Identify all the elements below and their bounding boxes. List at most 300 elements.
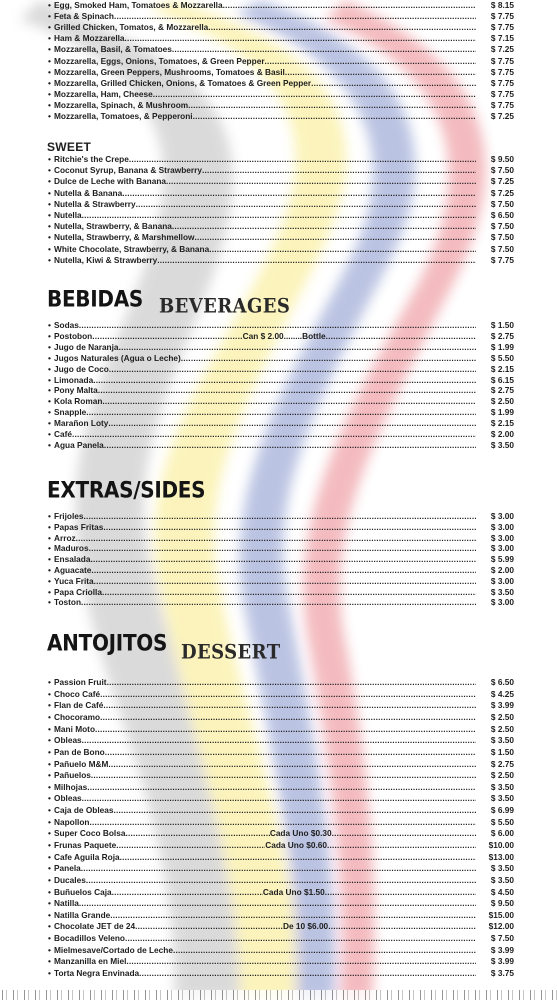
menu-item-price: $ 2.50 [490,396,514,407]
menu-item-row [48,418,514,429]
dot-leader [93,375,476,386]
menu-item-name: Ensalada [54,554,91,565]
dot-leader [95,724,476,735]
menu-item-row [48,793,514,804]
menu-item-price: $ 5.50 [490,352,514,363]
bullet-icon: • [48,165,51,176]
bullet-icon: • [48,33,51,44]
dot-leader [285,67,476,78]
bullet-icon: • [48,933,51,944]
menu-item-name: Nutella, Kiwi & Strawberry [54,254,158,265]
section-title-english: DESSERT [181,640,281,665]
menu-item-row [48,887,514,898]
menu-item-row [48,910,514,921]
menu-item-price: $ 3.00 [490,532,514,543]
menu-item-row [48,33,514,44]
bullet-icon: • [48,511,51,521]
dot-leader [157,255,476,266]
menu-item-name: Sodas [54,320,79,330]
bullet-icon: • [48,44,51,55]
bullet-icon: • [48,781,51,792]
menu-item-name: Natilla Grande [54,909,111,920]
menu-item-name: Chocolate JET de 24 [54,921,136,932]
menu-item-name: Mozzarella, Ham, Cheese [54,88,153,99]
dot-leader [103,700,476,711]
menu-item-row [48,56,514,67]
menu-item-name: Dulce de Leche with Banana [54,176,167,187]
menu-item-row [48,407,514,418]
menu-item-price: $ 7.50 [490,165,514,176]
menu-item-row [48,817,514,828]
menu-item-price: $ 7.25 [490,111,514,121]
bullet-icon: • [48,66,51,77]
menu-item-row [48,968,514,979]
dot-leader [194,232,476,243]
menu-item-row [48,89,514,100]
bullet-icon: • [48,0,51,10]
dot-leader [90,817,477,828]
menu-item-name: Papas Fritas [54,521,104,532]
menu-item-name: Jugo de Coco [54,363,109,374]
dot-leader [125,933,476,944]
menu-item-row [48,353,514,364]
menu-item-row [48,78,514,89]
menu-item-row [48,587,514,598]
menu-item-price: $ 2.75 [490,758,514,769]
menu-item-price: $ 3.00 [490,511,514,521]
dot-leader [172,221,476,232]
menu-item-name: Mozzarella, Tomatoes, & Pepperoni [54,111,193,121]
bullet-icon: • [48,723,51,734]
bullet-icon: • [48,597,51,608]
menu-item-row [48,933,514,944]
menu-item-price: $ 1.99 [490,407,514,418]
menu-item-note: Can $ 2.00........Bottle [242,330,326,341]
menu-item-row [48,44,514,55]
dot-leader [188,100,476,111]
dot-leader [209,244,476,255]
menu-item-name: Nutella, Strawberry, & Banana [54,221,172,232]
menu-item-price: $ 3.00 [490,543,514,554]
dot-leader [120,852,476,863]
menu-item-price: $ 3.99 [490,956,514,967]
menu-item-price: $ 7.50 [490,243,514,254]
menu-item-name: Toston [54,597,82,608]
menu-item-row [48,921,514,932]
dot-leader [327,840,476,851]
menu-item-row [48,875,514,886]
menu-item-name: Postobon [54,330,93,341]
dot-leader [135,921,283,932]
bullet-icon: • [48,77,51,88]
dot-leader [100,712,476,723]
menu-item-price: $ 7.75 [490,22,514,33]
dot-leader [166,176,476,187]
menu-item-row [48,221,514,232]
dot-leader [112,887,263,898]
menu-item-price: $ 7.75 [490,66,514,77]
menu-item-name: Bocadillos Veleno [54,933,126,944]
bullet-icon: • [48,565,51,575]
menu-item-name: Panela [54,863,81,874]
dot-leader [92,331,242,342]
menu-item-row [48,759,514,770]
dot-leader [139,968,476,979]
menu-item-row [48,852,514,863]
menu-item-row [48,511,514,522]
dot-leader [91,770,476,781]
menu-item-name: Café [54,429,72,439]
menu-item-price: $ 9.50 [490,898,514,909]
menu-item-name: Arroz [54,532,76,543]
bullet-icon: • [48,385,51,396]
menu-item-name: Frijoles [54,511,84,521]
menu-item-name: Obleas [54,793,82,804]
menu-item-price: $10.00 [488,840,514,850]
bullet-icon: • [48,677,51,687]
bullet-icon: • [48,770,51,781]
menu-item-price: $ 7.75 [490,99,514,110]
menu-item-row [48,840,514,851]
menu-item-price: $ 1.50 [490,320,514,330]
menu-item-price: $ 7.50 [490,933,514,944]
bullet-icon: • [48,746,51,757]
bullet-icon: • [48,330,51,341]
menu-item-price: $ 7.15 [490,33,514,44]
bullet-icon: • [48,554,51,565]
dot-leader [81,863,476,874]
bullet-icon: • [48,700,51,711]
bullet-icon: • [48,851,51,862]
dot-leader [79,320,476,331]
bullet-icon: • [48,11,51,22]
menu-item-price: $ 7.50 [490,198,514,209]
bullet-icon: • [48,254,51,265]
menu-item-row [48,165,514,176]
menu-item-price: $ 6.15 [490,374,514,385]
menu-item-name: White Chocolate, Strawberry, & Banana [54,243,210,254]
menu-item-name: Limonada [54,374,94,385]
menu-item-price: $ 7.25 [490,187,514,198]
menu-item-name: Mielmesave/Cortado de Leche [54,944,173,955]
dot-leader [84,511,476,522]
menu-item-price: $ 4.25 [490,688,514,699]
menu-item-note: Cada Uno $0.60 [265,840,328,850]
bullet-icon: • [48,828,51,839]
bullet-icon: • [48,944,51,955]
bullet-icon: • [48,575,51,586]
menu-item-name: Passion Fruit [54,677,107,687]
menu-item-row [48,782,514,793]
menu-item-price: $ 3.75 [490,968,514,978]
menu-item-row [48,375,514,386]
dot-leader [86,875,476,886]
menu-item-price: $ 9.50 [490,154,514,164]
menu-item-row [48,898,514,909]
menu-item-name: Natilla [54,898,79,909]
bullet-icon: • [48,863,51,874]
bullet-icon: • [48,793,51,804]
bullet-icon: • [48,341,51,352]
bullet-icon: • [48,187,51,198]
bullet-icon: • [48,407,51,418]
dot-leader [79,898,476,909]
menu-item-row [48,712,514,723]
menu-item-price: $ 2.50 [490,723,514,734]
bullet-icon: • [48,429,51,439]
menu-item-row [48,543,514,554]
bullet-icon: • [48,711,51,722]
menu-item-price: $ 6.50 [490,677,514,687]
menu-item-name: Chocoramo [54,711,101,722]
menu-item-price: $ 3.50 [490,439,514,450]
menu-item-row [48,0,514,11]
menu-item-price: $ 6.99 [490,805,514,815]
dot-leader [76,533,476,544]
dot-leader [202,165,476,176]
menu-item-name: Frunas Paquete [54,840,117,850]
bullet-icon: • [48,898,51,909]
menu-item-price: $ 2.15 [490,363,514,374]
menu-item-row [48,724,514,735]
menu-item-row [48,342,514,353]
section-title: ANTOJITOS [47,629,168,657]
menu-item-name: Nutella & Banana [54,187,123,198]
menu-item-name: Kola Roman [54,396,103,407]
menu-item-name: Mani Moto [54,723,96,734]
menu-item-row [48,747,514,758]
bullet-icon: • [48,532,51,543]
menu-item-price: $ 3.50 [490,735,514,746]
menu-item-row [48,210,514,221]
menu-item-price: $ 6.00 [490,828,514,839]
dot-leader [107,677,476,688]
dot-leader [100,689,476,700]
menu-item-row [48,828,514,839]
menu-item-price: $ 3.00 [490,521,514,532]
dot-leader [136,199,476,210]
dot-leader [91,565,476,576]
menu-item-name: Ritchie's the Crepe [54,154,129,164]
menu-item-row [48,111,514,122]
menu-item-row [48,188,514,199]
menu-item-price: $ 2.00 [490,565,514,575]
bullet-icon: • [48,805,51,815]
menu-item-price: $ 7.75 [490,55,514,66]
menu-item-price: $ 3.50 [490,781,514,792]
menu-item-row [48,522,514,533]
menu-item-name: Grilled Chicken, Tomatos, & Mozzarella [54,22,209,33]
menu-item-row [48,320,514,331]
menu-item-price: $ 7.50 [490,232,514,243]
menu-item-price: $ 7.75 [490,77,514,88]
menu-item-name: Caja de Obleas [54,805,114,815]
menu-item-row [48,429,514,440]
dot-leader [102,396,476,407]
dot-leader [328,921,476,932]
menu-item-name: Milhojas [54,781,88,792]
menu-item-price: $ 2.75 [490,385,514,396]
dot-leader [153,89,476,100]
bullet-icon: • [48,154,51,164]
bullet-icon: • [48,968,51,978]
menu-item-row [48,11,514,22]
menu-item-row [48,956,514,967]
menu-item-price: $ 3.00 [490,575,514,586]
dot-leader [125,828,269,839]
menu-item-name: Jugos Naturales (Agua o Leche) [54,352,181,363]
bullet-icon: • [48,320,51,330]
dot-leader [105,747,476,758]
menu-item-price: $ 5.50 [490,816,514,827]
dot-leader [94,576,476,587]
menu-item-row [48,244,514,255]
bullet-icon: • [48,886,51,897]
menu-item-row [48,100,514,111]
section-title: EXTRAS/SIDES [47,476,206,504]
dot-leader [125,33,476,44]
menu-item-name: Choco Café [54,688,101,699]
menu-item-price: $ 7.75 [490,11,514,22]
bullet-icon: • [48,816,51,827]
menu-item-price: $ 7.25 [490,176,514,187]
bullet-icon: • [48,396,51,407]
bullet-icon: • [48,210,51,220]
section-title-english: BEVERAGES [159,294,291,319]
dot-leader [108,759,476,770]
dot-leader [82,210,476,221]
bullet-icon: • [48,586,51,597]
menu-item-name: Marañon Loty [54,418,109,429]
dot-leader [332,828,476,839]
menu-item-row [48,700,514,711]
menu-item-price: $ 3.50 [490,793,514,804]
bullet-icon: • [48,232,51,243]
menu-item-name: Ducales [54,874,86,885]
menu-item-price: $15.00 [488,909,514,920]
dot-leader [122,188,476,199]
dot-leader [325,887,476,898]
menu-item-row [48,364,514,375]
menu-item-row [48,154,514,165]
menu-item-row [48,677,514,688]
menu-item-name: Mozzarella, Basil, & Tomatoes [54,44,172,55]
menu-item-price: $ 3.00 [490,597,514,608]
dot-leader [193,111,476,122]
menu-item-name: Ham & Mozzarella [54,33,125,44]
bullet-icon: • [48,88,51,99]
menu-item-row [48,440,514,451]
menu-item-name: Yuca Frita [54,575,94,586]
bullet-icon: • [48,543,51,554]
bullet-icon: • [48,243,51,254]
dot-leader [223,0,476,11]
dot-leader [208,22,476,33]
menu-item-name: Buñuelos Caja [54,886,112,897]
bullet-icon: • [48,352,51,363]
dot-leader [103,522,476,533]
menu-item-price: $ 2.75 [490,330,514,341]
menu-item-row [48,565,514,576]
bullet-icon: • [48,956,51,967]
dot-leader [87,782,476,793]
menu-item-name: Feta & Spinach [54,11,114,22]
menu-item-name: Flan de Café [54,700,104,711]
dot-leader [108,418,476,429]
bullet-icon: • [48,22,51,33]
bullet-icon: • [48,758,51,769]
menu-item-name: Nutella [54,210,82,220]
dot-leader [114,805,477,816]
menu-item-name: Jugo de Naranja [54,341,119,352]
menu-item-row [48,67,514,78]
menu-item-name: Pañuelos [54,770,91,781]
menu-item-name: Mozzarella, Eggs, Onions, Tomatoes, & Green Pepper [54,55,265,66]
menu-item-row [48,863,514,874]
bullet-icon: • [48,439,51,450]
menu-item-name: Snapple [54,407,87,418]
menu-item-name: Manzanilla en Miel [54,956,127,967]
menu-item-name: Mozzarella, Grilled Chicken, Onions, & Tomatoes & Green Pepper [54,77,312,88]
menu-item-name: Pan de Bono [54,746,105,757]
menu-item-row [48,805,514,816]
bullet-icon: • [48,418,51,429]
dot-leader [86,407,476,418]
menu-item-price: $13.00 [488,851,514,862]
section-heading: SWEET [47,140,92,154]
menu-item-price: $ 3.50 [490,863,514,874]
menu-item-row [48,396,514,407]
menu-item-price: $ 2.50 [490,711,514,722]
dot-leader [104,440,476,451]
dot-leader [181,353,476,364]
menu-item-row [48,331,514,342]
dot-leader [129,154,476,165]
menu-item-row [48,597,514,608]
menu-item-price: $ 7.25 [490,44,514,55]
menu-item-name: Agua Panela [54,439,104,450]
menu-item-name: Egg, Smoked Ham, Tomatoes & Mozzarella [54,0,223,10]
menu-item-row [48,576,514,587]
menu-item-name: Mozzarella, Spinach, & Mushroom [54,99,189,110]
bullet-icon: • [48,688,51,699]
menu-item-price: $ 5.99 [490,554,514,565]
menu-item-price: $ 2.15 [490,418,514,429]
dot-leader [326,331,476,342]
menu-item-row [48,199,514,210]
dot-leader [172,44,476,55]
menu-item-name: Cafe Aguila Roja [54,851,120,862]
menu-item-price: $ 2.50 [490,770,514,781]
menu-item-price: $ 3.50 [490,586,514,597]
dot-leader [311,78,476,89]
dot-leader [173,945,476,956]
dot-leader [116,840,265,851]
menu-item-name: Maduros [54,543,89,554]
menu-item-row [48,735,514,746]
menu-item-name: Nutella, Strawberry, & Marshmellow [54,232,195,243]
menu-item-price: $ 7.75 [490,88,514,99]
menu-item-price: $ 4.50 [490,886,514,897]
dot-leader [82,735,476,746]
bullet-icon: • [48,909,51,920]
dot-leader [109,364,476,375]
menu-item-row [48,232,514,243]
menu-item-price: $12.00 [488,921,514,932]
menu-item-price: $ 3.50 [490,874,514,885]
dot-leader [265,56,476,67]
menu-item-row [48,385,514,396]
